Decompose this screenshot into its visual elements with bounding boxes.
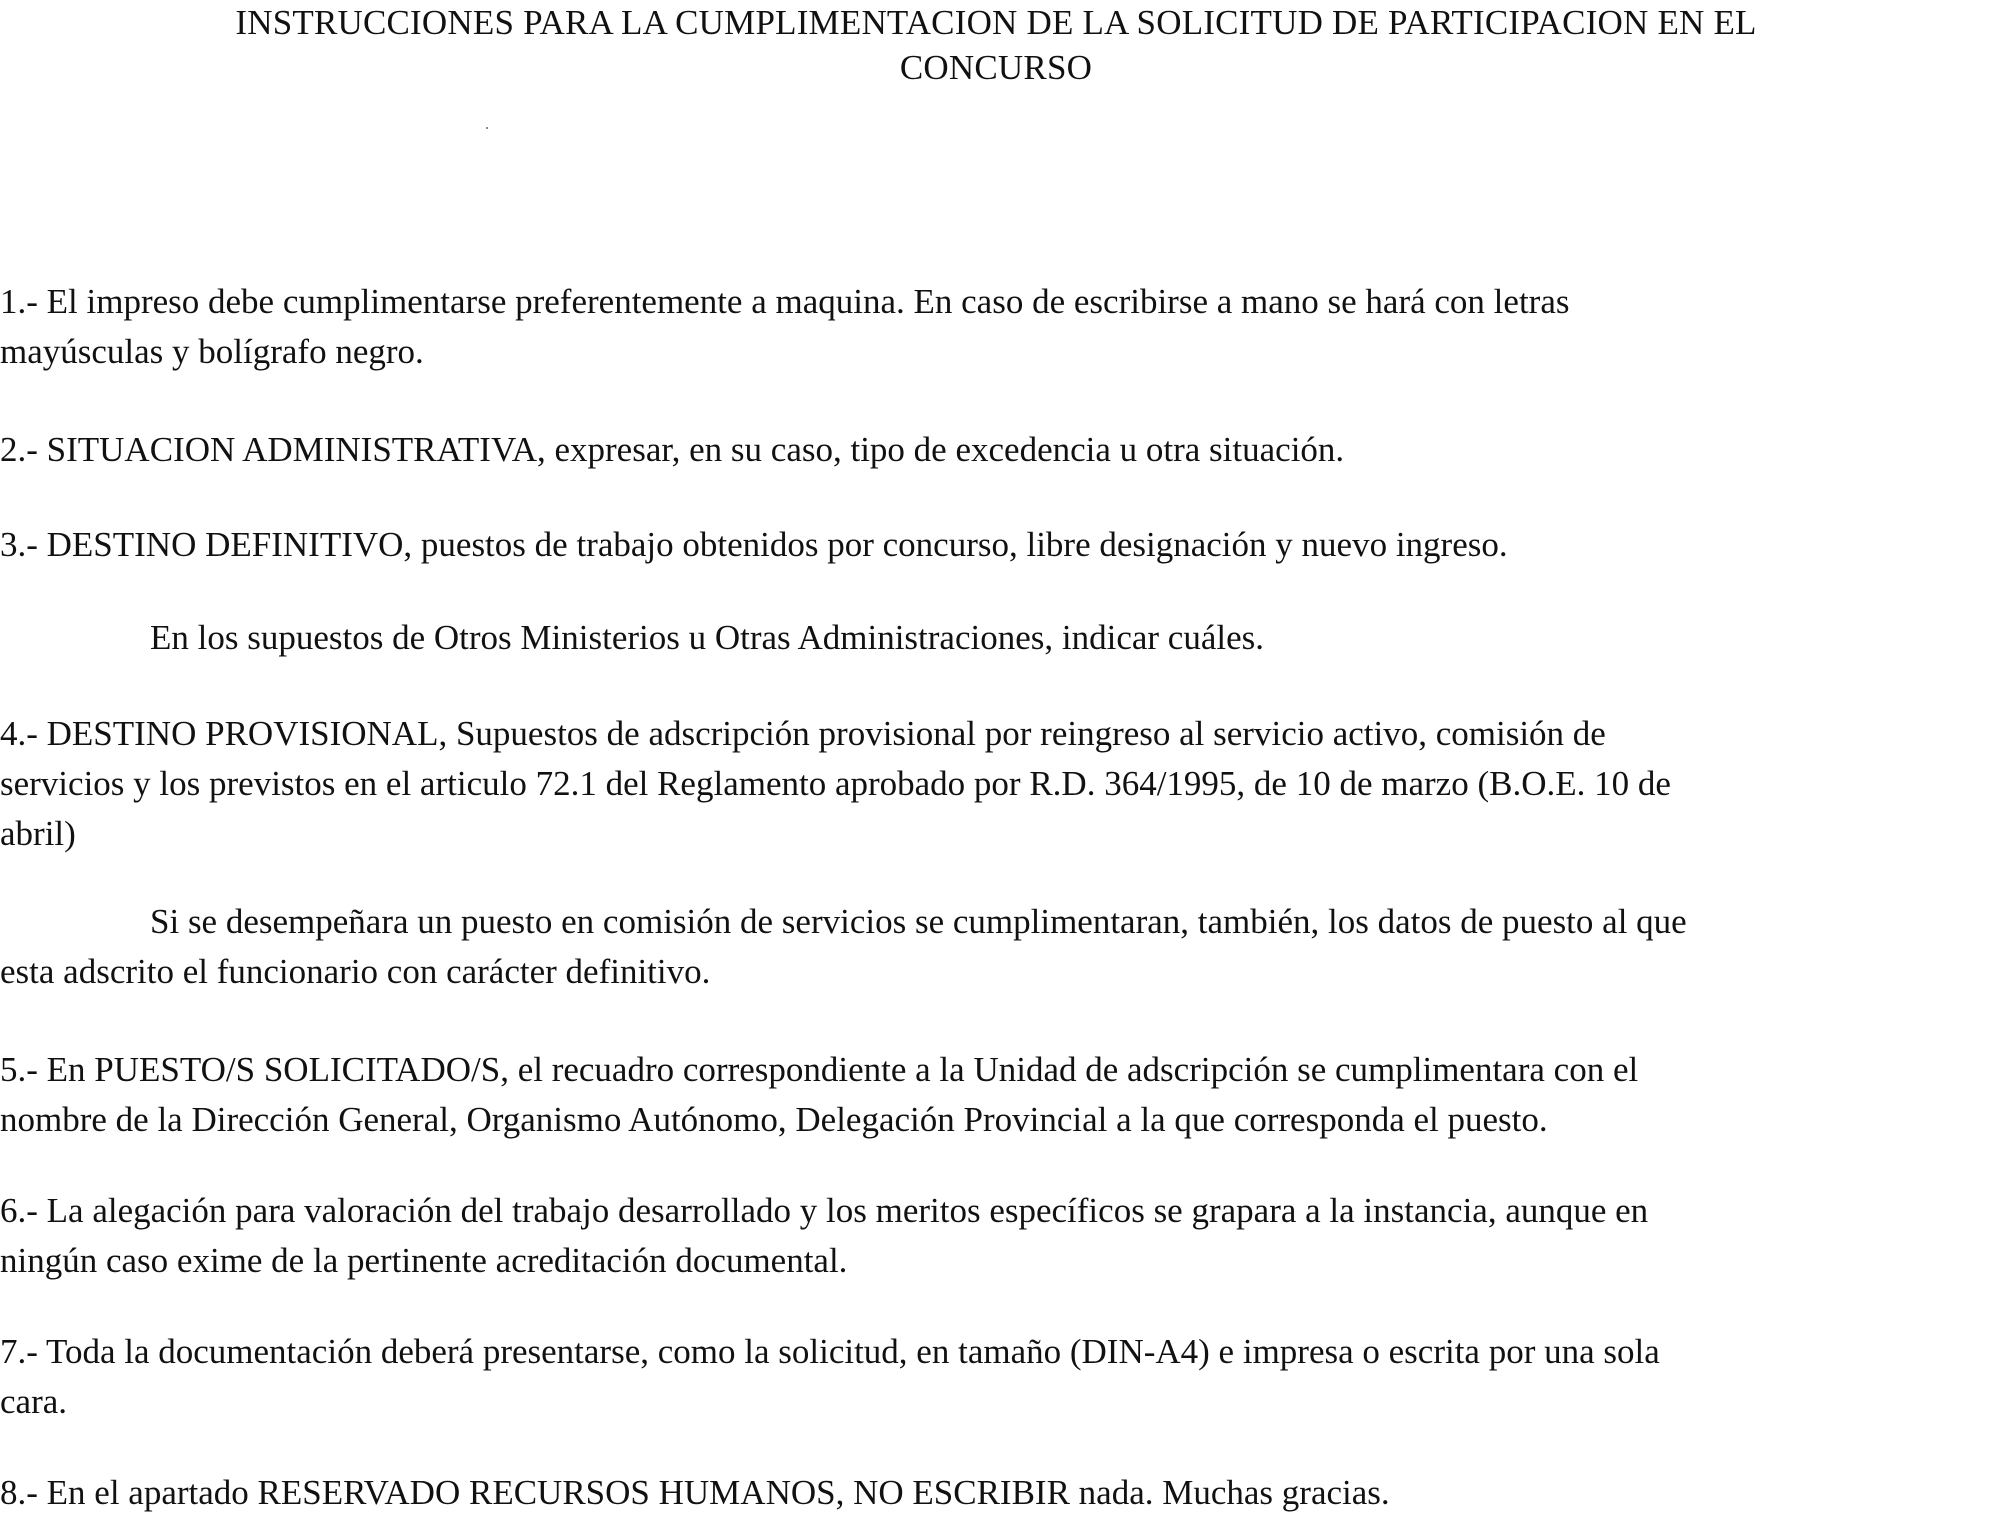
instruction-8-line-1: 8.- En el apartado RESERVADO RECURSOS HUMANOS, NO ESCRIBIR nada. Muchas gracias. — [0, 1473, 1390, 1512]
instruction-4-note-line-1: Si se desempeñara un puesto en comisión de servicios se cumplimentaran, también, los datos de puesto al que — [150, 902, 1687, 941]
instruction-1-line-2: mayúsculas y bolígrafo negro. — [0, 332, 424, 371]
instruction-6 — [0, 1186, 1990, 1286]
instruction-2-line-1: 2.- SITUACION ADMINISTRATIVA, expresar, en su caso, tipo de excedencia u otra situación. — [0, 430, 1345, 469]
title-line-1: INSTRUCCIONES PARA LA CUMPLIMENTACION DE LA SOLICITUD DE PARTICIPACION EN EL — [235, 3, 1757, 42]
page-title — [0, 0, 1992, 90]
instruction-3-line-1: 3.- DESTINO DEFINITIVO, puestos de trabajo obtenidos por concurso, libre designación y nuevo ingreso. — [0, 525, 1508, 564]
instruction-3-note — [0, 613, 1992, 663]
instruction-5 — [0, 1045, 1990, 1145]
title-line-2: CONCURSO — [899, 48, 1093, 87]
instruction-8 — [0, 1468, 1990, 1518]
instruction-4-note-line-2: esta adscrito el funcionario con carácter definitivo. — [0, 952, 711, 991]
instruction-5-line-1: 5.- En PUESTO/S SOLICITADO/S, el recuadro correspondiente a la Unidad de adscripción se cumplimentara con el — [0, 1050, 1639, 1089]
instruction-7 — [0, 1327, 1990, 1427]
instruction-7-line-2: cara. — [0, 1382, 68, 1421]
scan-speck — [486, 127, 488, 129]
instruction-1 — [0, 277, 1990, 377]
instruction-4-line-2: servicios y los previstos en el articulo 72.1 del Reglamento aprobado por R.D. 364/1995, de 10 de marzo (B.O.E. 10 de — [0, 764, 1671, 803]
instruction-6-line-2: ningún caso exime de la pertinente acreditación documental. — [0, 1241, 848, 1280]
instruction-2 — [0, 425, 1990, 475]
instruction-4-line-3: abril) — [0, 814, 76, 853]
instruction-1-line-1: 1.- El impreso debe cumplimentarse preferentemente a maquina. En caso de escribirse a mano se hará con letras — [0, 282, 1570, 321]
instruction-6-line-1: 6.- La alegación para valoración del trabajo desarrollado y los meritos específicos se grapara a la instancia, aunque en — [0, 1191, 1649, 1230]
instruction-3-note-line-1: En los supuestos de Otros Ministerios u Otras Administraciones, indicar cuáles. — [150, 618, 1265, 657]
instruction-4-line-1: 4.- DESTINO PROVISIONAL, Supuestos de adscripción provisional por reingreso al servicio activo, comisión de — [0, 714, 1606, 753]
instruction-4-note — [0, 897, 1990, 997]
instruction-4 — [0, 709, 1990, 859]
instruction-7-line-1: 7.- Toda la documentación deberá presentarse, como la solicitud, en tamaño (DIN-A4) e impresa o escrita por una sola — [0, 1332, 1660, 1371]
instruction-3 — [0, 520, 1990, 570]
instruction-5-line-2: nombre de la Dirección General, Organismo Autónomo, Delegación Provincial a la que corresponda el puesto. — [0, 1100, 1548, 1139]
